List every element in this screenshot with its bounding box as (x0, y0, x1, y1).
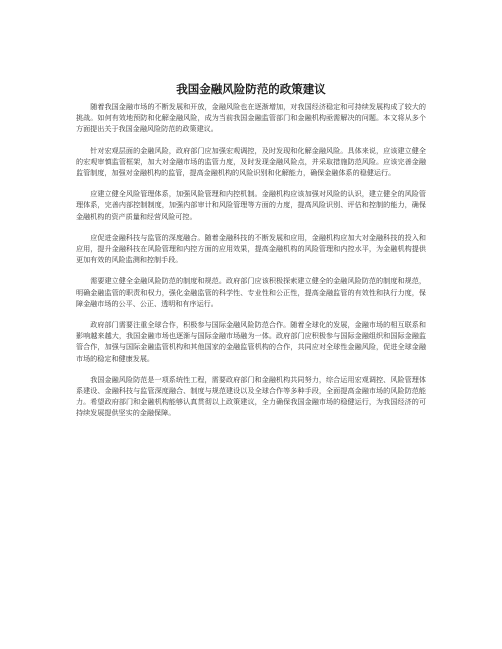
paragraph-fintech: 应促进金融科技与监管的深度融合。随着金融科技的不断发展和应用，金融机构应加大对金融科技的投入和应用，提升金融科技在风险管理和内控方面的应用效果，提高金融机构的风险管理和内控水平，为金融机构提供更加有效的风险监测和控制手段。 (76, 232, 426, 265)
paragraph-intro: 随着我国金融市场的不断发展和开放，金融风险也在逐渐增加，对我国经济稳定和可持续发展构成了较大的挑战。如何有效地预防和化解金融风险，成为当前我国金融监管部门和金融机构亟需解决的问题。本文将从多个方面提出关于我国金融风险防范的政策建议。 (76, 102, 426, 134)
document-title: 我国金融风险防范的政策建议 (176, 82, 326, 96)
paragraph-global-cooperation: 政府部门需要注重全球合作，积极参与国际金融风险防范合作。随着全球化的发展，金融市场的相互联系和影响越来越大，我国金融市场也逐渐与国际金融市场融为一体。政府部门应积极参与国际金融组织和国际金融监管合作，加强与国际金融监管机构和其他国家的金融监管机构的合作，共同应对全球性金融风险，促进全球金融市场的稳定和健康发展。 (76, 320, 426, 363)
paragraph-institutions: 需要建立健全金融风险防范的制度和规范。政府部门应该积极探索建立健全的金融风险防范的制度和规范，明确金融监管的职责和权力，强化金融监管的科学性、专业性和公正性，提高金融监管的有效性和执行力度，保障金融市场的公平、公正、透明和有序运行。 (76, 276, 426, 308)
document-body (76, 101, 426, 429)
paragraph-conclusion: 我国金融风险防范是一项系统性工程，需要政府部门和金融机构共同努力，综合运用宏观调控、风险管理体系建设、金融科技与监管深度融合、制度与规范建设以及全球合作等多种手段，全面提高金融市场的风险防范能力。希望政府部门和金融机构能够认真贯彻以上政策建议，全力确保我国金融市场的稳健运行，为我国经济的可持续发展提供坚实的金融保障。 (76, 374, 426, 418)
paragraph-macro-regulation: 针对宏观层面的金融风险，政府部门应加强宏观调控，及时发现和化解金融风险。具体来说，应该建立健全的宏观审慎监管框架，加大对金融市场的监管力度，及时发现金融风险点，并采取措施防范风险。应该完善金融监管制度，加强对金融机构的监管，提高金融机构的风险识别和化解能力，确保金融体系的稳健运行。 (76, 145, 426, 178)
paragraph-risk-management: 应建立健全风险管理体系，加强风险管理和内控机制。金融机构应该加强对风险的认识，建立健全的风险管理体系，完善内部控制制度，加强内部审计和风险管理等方面的力度，提高风险识别、评估和控制的能力，确保金融机构的资产质量和经营风险可控。 (76, 189, 426, 221)
